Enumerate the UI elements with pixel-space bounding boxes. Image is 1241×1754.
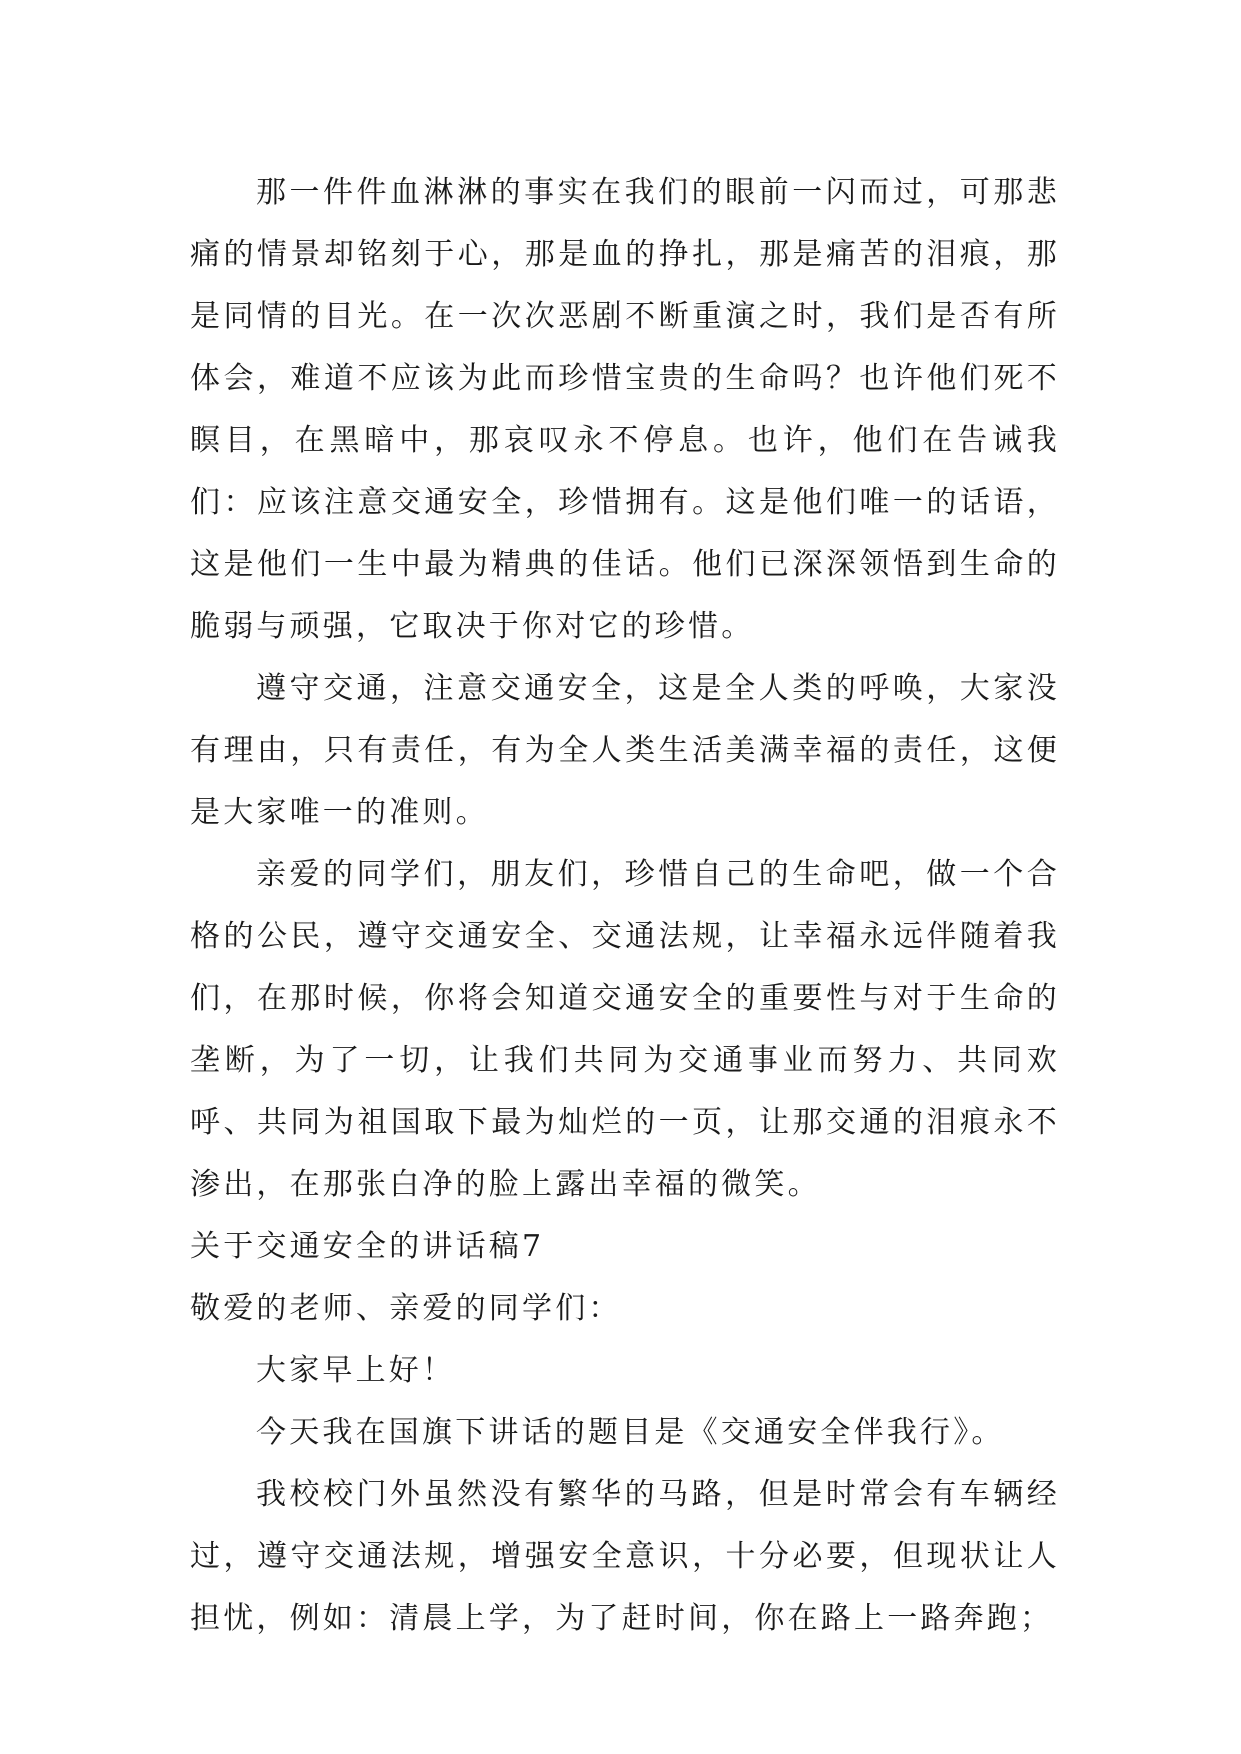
paragraph-last: 我校校门外虽然没有繁华的马路，但是时常会有车辆经过，遵守交通法规，增强安全意识，十分必要，但现状让人担忧，例如：清晨上学，为了赶时间，你在路上一路奔跑； — [190, 1477, 1060, 1636]
paragraph-2: 遵守交通，注意交通安全，这是全人类的呼唤，大家没有理由，只有责任，有为全人类生活美满幸福的责任，这便是大家唯一的准则。 — [190, 671, 1060, 830]
topic-line: 今天我在国旗下讲话的题目是《交通安全伴我行》。 — [256, 1415, 1005, 1450]
document-body — [190, 162, 1060, 1650]
section-title: 关于交通安全的讲话稿7 — [190, 1229, 545, 1264]
greeting: 大家早上好！ — [256, 1353, 456, 1388]
salutation: 敬爱的老师、亲爱的同学们： — [190, 1291, 622, 1326]
paragraph-3: 亲爱的同学们，朋友们，珍惜自己的生命吧，做一个合格的公民，遵守交通安全、交通法规，让幸福永远伴随着我们，在那时候，你将会知道交通安全的重要性与对于生命的垄断，为了一切，让我们共同为交通事业而努力、共同欢呼、共同为祖国取下最为灿烂的一页，让那交通的泪痕永不渗出，在那张白净的脸上露出幸福的微笑。 — [190, 857, 1060, 1202]
paragraph-1: 那一件件血淋淋的事实在我们的眼前一闪而过，可那悲痛的情景却铭刻于心，那是血的挣扎，那是痛苦的泪痕，那是同情的目光。在一次次恶剧不断重演之时，我们是否有所体会，难道不应该为此而珍惜宝贵的生命吗？也许他们死不瞑目，在黑暗中，那哀叹永不停息。也许，他们在告诫我们：应该注意交通安全，珍惜拥有。这是他们唯一的话语，这是他们一生中最为精典的佳话。他们已深深领悟到生命的脆弱与顽强，它取决于你对它的珍惜。 — [190, 175, 1060, 644]
